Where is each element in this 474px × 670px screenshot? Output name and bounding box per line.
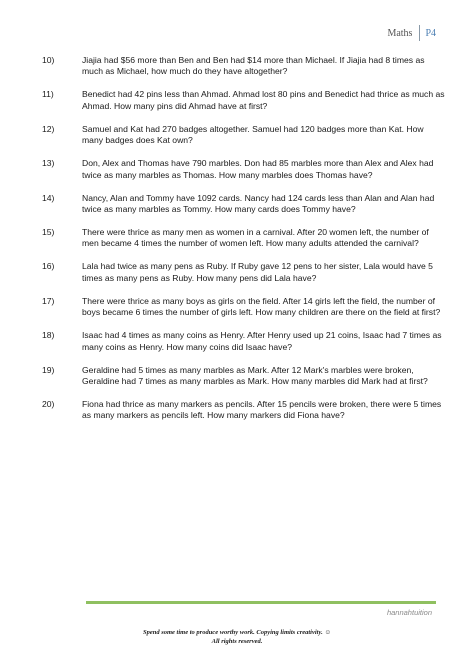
question-text: Jiajia had $56 more than Ben and Ben had $14 more than Michael. If Jiajia had 8 times as much as Michael, how much do they have altogether? — [82, 55, 425, 77]
question-number: 14) — [42, 192, 55, 203]
page-header — [387, 24, 436, 42]
footer-rule — [86, 601, 436, 604]
question-item — [42, 124, 446, 147]
footer-rights: All rights reserved. — [211, 638, 263, 645]
question-item — [42, 399, 446, 422]
question-text: There were thrice as many men as women in a carnival. After 20 women left, the number of men became 4 times the number of women left. How many adults attended the carnival? — [82, 227, 429, 249]
question-item — [42, 227, 446, 250]
question-text: Samuel and Kat had 270 badges altogether. Samuel had 120 badges more than Kat. How many badges does Kat own? — [82, 123, 424, 146]
level-label: P4 — [425, 27, 436, 39]
page-footer — [0, 628, 474, 646]
question-number: 11) — [42, 89, 54, 100]
question-number: 13) — [42, 158, 55, 169]
question-item — [42, 296, 446, 319]
question-item — [42, 55, 446, 78]
question-text: Nancy, Alan and Tommy have 1092 cards. Nancy had 124 cards less than Alan and Alan had twice as many marbles as Tommy. How many cards does Tommy have? — [82, 192, 435, 215]
question-text: Don, Alex and Thomas have 790 marbles. Don had 85 marbles more than Alex and Alex had twice as many marbles as Thomas. How many marbles does Thomas have? — [82, 158, 434, 180]
question-item — [42, 89, 446, 112]
question-number: 15) — [42, 227, 55, 238]
question-item — [42, 193, 446, 216]
question-text: Isaac had 4 times as many coins as Henry. After Henry used up 21 coins, Isaac had 7 times as many coins as Henry. How many coins did Isaac have? — [82, 330, 442, 352]
question-number: 18) — [42, 330, 55, 341]
question-number: 17) — [42, 295, 55, 306]
question-number: 12) — [42, 123, 55, 134]
question-text: Benedict had 42 pins less than Ahmad. Ahmad lost 80 pins and Benedict had thrice as much as Ahmad. How many pins did Ahmad have at first? — [82, 89, 445, 111]
question-list — [42, 55, 446, 433]
header-divider — [419, 25, 420, 41]
question-number: 19) — [42, 364, 55, 375]
question-text: Lala had twice as many pens as Ruby. If Ruby gave 12 pens to her sister, Lala would have 5 times as many pens as Ruby. How many pens did Lala have? — [82, 261, 433, 283]
brand-label: hannahtuition — [386, 608, 432, 617]
question-item — [42, 261, 446, 284]
question-text: Fiona had thrice as many markers as pencils. After 15 pencils were broken, there were 5 times as many markers as pencils left. How many markers did Fiona have? — [82, 399, 442, 421]
question-item — [42, 330, 446, 353]
question-number: 20) — [42, 399, 55, 410]
question-number: 16) — [42, 261, 55, 272]
question-item — [42, 158, 446, 181]
question-item — [42, 365, 446, 388]
subject-label: Maths — [387, 27, 413, 39]
question-text: Geraldine had 5 times as many marbles as Mark. After 12 Mark's marbles were broken, Geraldine had 7 times as many marbles as Mark. How many marbles did Mark had at first? — [82, 364, 428, 387]
question-number: 10) — [42, 55, 55, 65]
footer-motto: Spend some time to produce worthy work. Copying limits creativity. ☺ — [142, 629, 332, 636]
question-text: There were thrice as many boys as girls on the field. After 14 girls left the field, the number of boys became 6 times the number of girls left. How many children are there on the field at first? — [82, 295, 441, 318]
